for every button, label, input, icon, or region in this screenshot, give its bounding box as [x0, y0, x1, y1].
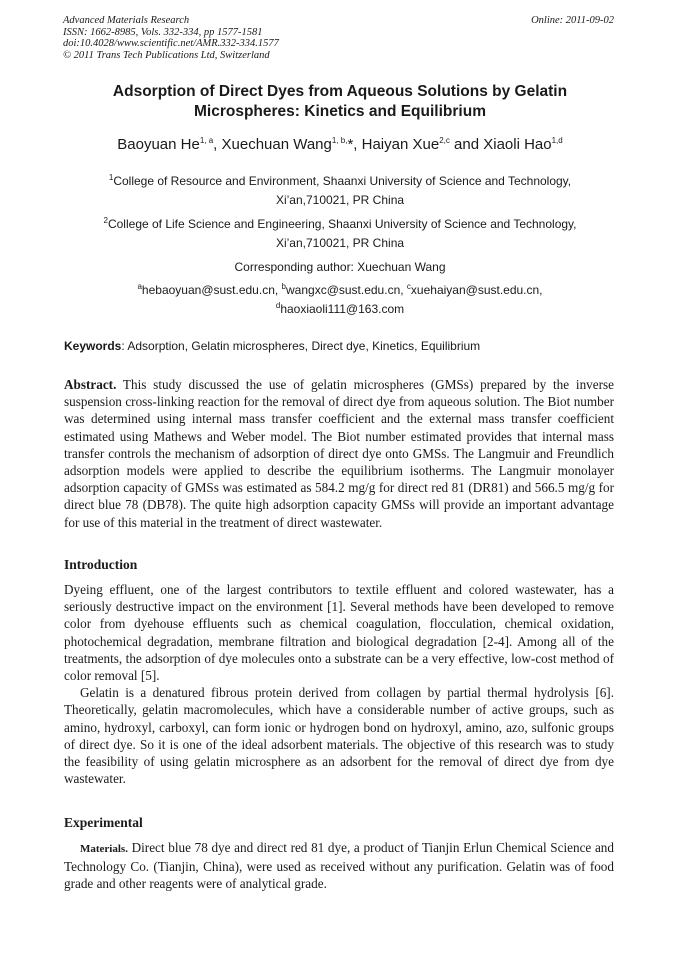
doi-line: doi:10.4028/www.scientific.net/AMR.332-334.1577	[63, 38, 279, 49]
intro-paragraph-1: Dyeing effluent, one of the largest contributors to textile effluent and colored wastewater, has a seriously destructive impact on the environment [1]. Several methods have been developed to remove color from dyehouse effluents such as chemical coagulation, flocculation, chemical oxidation, photochemical degradation, membrane filtration and biological degradation [2-4]. Among all of the treatments, the adsorption of dye molecules onto a substrate can be a very effective, low-cost method of color removal [5].	[64, 582, 614, 684]
affiliation-line: College of Resource and Environment, Shaanxi University of Science and Technology,	[113, 174, 572, 188]
author-sup: 2,c	[439, 136, 450, 145]
author-name: Baoyuan He	[117, 136, 200, 153]
author-list	[60, 136, 620, 153]
copyright-line: © 2011 Trans Tech Publications Ltd, Switzerland	[63, 49, 270, 61]
author-name: Haiyan Xue	[361, 136, 440, 153]
author-sup: 1, a	[199, 136, 214, 145]
author-name: Xiaoli Hao	[483, 136, 552, 153]
email-sup: c	[406, 282, 411, 291]
affiliation-line: Xi’an,710021, PR China	[275, 236, 405, 250]
email-sup: d	[275, 301, 281, 310]
email-address[interactable]: xuehaiyan@sust.edu.cn,	[410, 283, 543, 297]
keywords	[64, 339, 480, 353]
abstract-label: Abstract.	[64, 377, 117, 392]
issn-line: ISSN: 1662-8985, Vols. 332-334, pp 1577-1581	[63, 26, 263, 38]
affiliation-line: Xi’an,710021, PR China	[275, 193, 405, 207]
introduction-body	[64, 581, 614, 787]
materials-section	[64, 839, 614, 893]
online-date: Online: 2011-09-02	[531, 15, 614, 26]
email-address[interactable]: haoxiaoli111@163.com	[280, 302, 405, 316]
author-sup: 1,d	[551, 136, 563, 145]
affiliation-1	[60, 172, 620, 210]
experimental-heading: Experimental	[64, 815, 143, 830]
materials-text: Direct blue 78 dye and direct red 81 dye, a product of Tianjin Erlun Chemical Science and Technology Co. (Tianjin, China), were used as received without any purification. Gelatin was of food grade and other reagents were of analytical grade.	[64, 840, 614, 892]
author-sep: and	[449, 136, 484, 153]
abstract	[64, 376, 614, 531]
title-line-1: Adsorption of Direct Dyes from Aqueous Solutions by Gelatin	[112, 83, 568, 100]
author-sep: *,	[347, 136, 362, 153]
affiliation-line: College of Life Science and Engineering, Shaanxi University of Science and Technology,	[107, 217, 577, 231]
paper-title	[60, 82, 620, 122]
keywords-text: : Adsorption, Gelatin microspheres, Direct dye, Kinetics, Equilibrium	[121, 339, 481, 353]
affiliation-2	[60, 215, 620, 253]
intro-paragraph-2: Gelatin is a denatured fibrous protein derived from collagen by partial thermal hydrolysis [6]. Theoretically, gelatin macromolecules, which have a considerable number of active groups, such as amino, hydroxyl, carboxyl, can form ionic or hydrogen bond on hydroxyl, amino, azo, sulfonic groups of direct dye. So it is one of the ideal adsorbent materials. The objective of this research was to study the feasibility of using gelatin microsphere as an adsorbent for the removal of direct dye from dye wastewater.	[64, 685, 614, 787]
email-sup: b	[281, 282, 286, 291]
author-sep: ,	[213, 136, 222, 153]
materials-label: Materials.	[80, 843, 128, 855]
journal-header	[63, 15, 279, 61]
journal-name: Advanced Materials Research	[63, 15, 190, 26]
author-sup: 1, b,	[331, 136, 348, 145]
corresponding-author: Corresponding author: Xuechuan Wang	[234, 260, 446, 274]
affiliation-sup: 1	[108, 173, 114, 182]
email-sup: a	[137, 282, 142, 291]
keywords-label: Keywords	[64, 339, 122, 353]
title-line-2: Microspheres: Kinetics and Equilibrium	[194, 103, 486, 120]
email-address[interactable]: hebaoyuan@sust.edu.cn,	[141, 283, 282, 297]
author-name: Xuechuan Wang	[221, 136, 332, 153]
abstract-text: This study discussed the use of gelatin microspheres (GMSs) prepared by the inverse suspension cross-linking reaction for the removal of direct dye from aqueous solution. The Biot number was determined using internal mass transfer coefficient and the external mass transfer coefficient estimated using Mathews and Weber model. The Biot number estimated provides that internal mass transfer controls the mechanism of adsorption of direct dye onto GMSs. The Langmuir and Freundlich adsorption models were applied to describe the equilibrium isotherms. The Langmuir monolayer adsorption capacity of GMSs was estimated as 584.2 mg/g for direct red 81 (DR81) and 566.5 mg/g for direct blue 78 (DB78). The quite high adsorption capacity GMSs will provide an important advantage for use of this material in the treatment of direct wastewater.	[64, 377, 614, 530]
affiliation-sup: 2	[103, 216, 108, 225]
email-list	[60, 281, 620, 319]
email-address[interactable]: wangxc@sust.edu.cn,	[286, 283, 407, 297]
introduction-heading: Introduction	[64, 557, 138, 572]
